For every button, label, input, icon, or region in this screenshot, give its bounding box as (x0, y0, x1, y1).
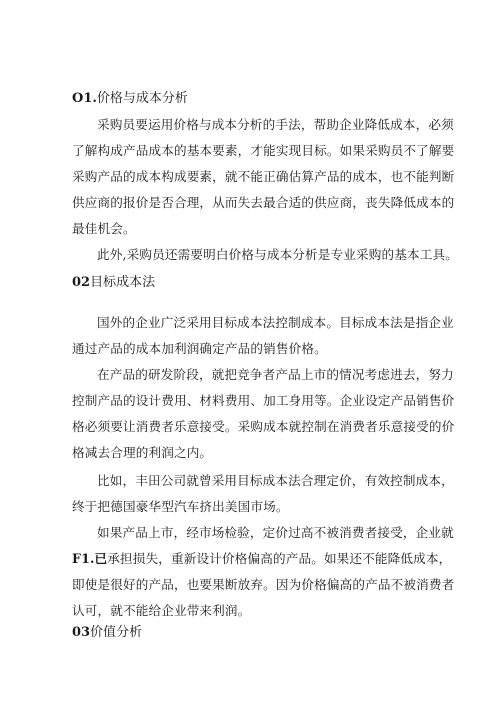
paragraph (72, 520, 455, 624)
paragraph-line (72, 546, 452, 572)
paragraph-line: 在产品的研发阶段，就把竞争者产品上市的情况考虑进去，努力 (97, 367, 454, 382)
paragraph-line: 如果产品上市，经市场检验，定价过高不被消费者接受，企业就 (97, 525, 454, 540)
section-heading-2 (72, 274, 155, 292)
section-heading-1 (72, 90, 188, 108)
paragraph (72, 310, 454, 362)
paragraph-line: 采购产品的成本构成要素，就不能正确估算产品的成本，也不能判断 (72, 169, 455, 184)
paragraph (72, 468, 454, 520)
paragraph (72, 242, 458, 268)
inline-lead: F1.已 (72, 551, 108, 566)
paragraph-line: 即使是很好的产品，也要果断放弃。因为价格偏高的产品不被消费者 (72, 577, 455, 592)
paragraph-line: 控制产品的设计费用、材料费用、加工身用等。企业设定产品销售价 (72, 393, 455, 408)
paragraph-line: 认可，就不能给企业带来利润。 (72, 603, 251, 618)
paragraph (72, 362, 455, 466)
paragraph-line: 采购员要运用价格与成本分析的手法，帮助企业降低成本，必须 (97, 117, 454, 132)
paragraph-line: 最佳机会。 (72, 221, 136, 236)
paragraph-line: 格必须要让消费者乐意接受。采购成本就控制在消费者乐意接受的价 (72, 419, 455, 434)
section-number: O1. (72, 91, 97, 106)
section-title: 价值分析 (90, 625, 143, 640)
section-title: 目标成本法 (90, 275, 156, 290)
paragraph-line: 国外的企业广泛采用目标成本法控制成本。目标成本法是指企业 (97, 315, 454, 330)
section-number: 03 (72, 625, 91, 640)
section-title: 价格与成本分析 (96, 91, 188, 106)
paragraph-line: 终于把德国豪华型汽车挤出美国市场。 (72, 499, 289, 514)
section-number: 02 (72, 275, 91, 290)
paragraph-line: 供应商的报价是否合理，从而失去最合适的供应商，丧失降低成本的 (72, 195, 455, 210)
paragraph-line: 通过产品的成本加利润确定产品的销售价格。 (72, 341, 327, 356)
paragraph-line: 比如，丰田公司就曾采用目标成本法合理定价，有效控制成本， (97, 473, 454, 488)
paragraph-line: 此外,采购员还需要明白价格与成本分析是专业采购的基本工具。 (97, 247, 458, 262)
paragraph-line: 格减去合理的利润之内。 (72, 445, 213, 460)
paragraph (72, 112, 455, 242)
paragraph-line-text: 承担损失，重新设计价格偏高的产品。如果还不能降低成本， (107, 551, 452, 566)
section-heading-3 (72, 624, 142, 642)
paragraph-line: 了解构成产品成本的基本要素，才能实现目标。如果采购员不了解要 (72, 143, 455, 158)
